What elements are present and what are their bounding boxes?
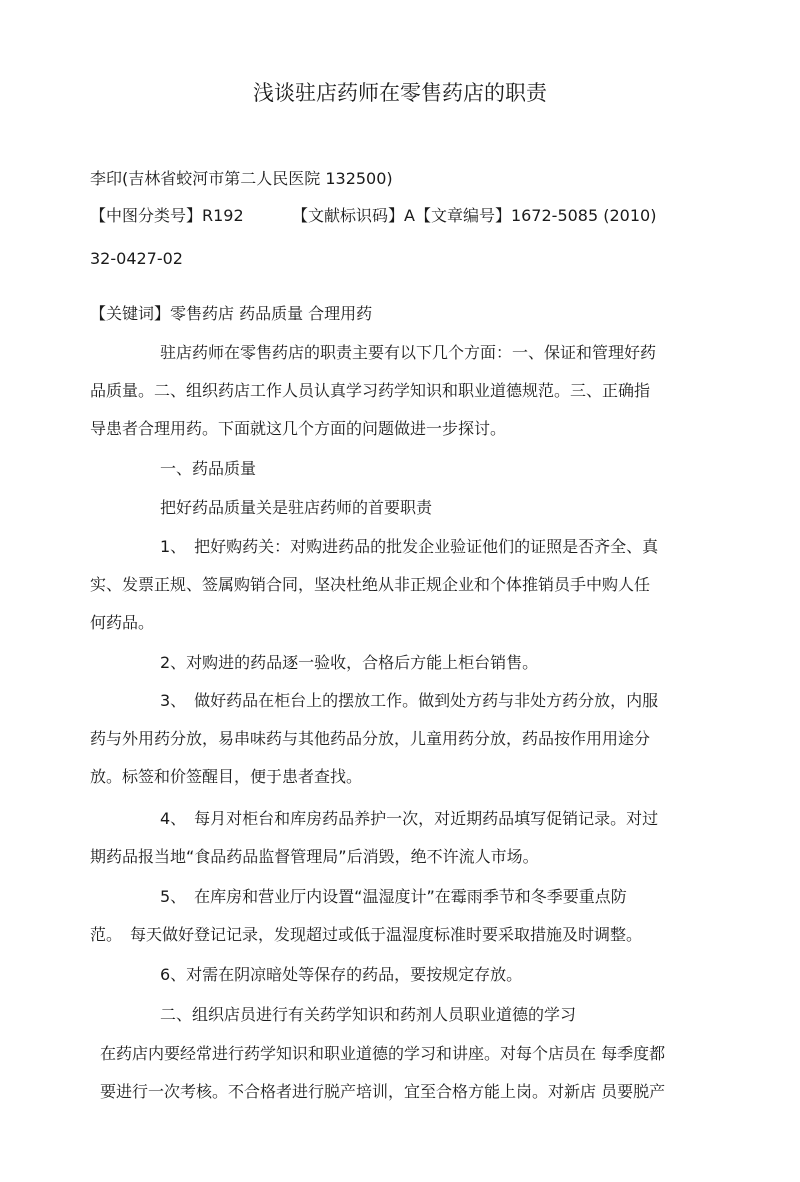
list-item-line: 范。 每天做好登记记录，发现超过或低于温湿度标准时要采取措施及时调整。 (90, 925, 643, 944)
document-code: 【文献标识码】A【文章编号】1672-5085 (2010) (292, 206, 657, 225)
list-item-line: 实、发票正规、签属购销合同，坚决杜绝从非正规企业和个体推销员手中购人任 (90, 575, 651, 594)
section-heading: 二、组织店员进行有关药学知识和药剂人员职业道德的学习 (160, 1005, 577, 1024)
list-item-line: 1、 把好购药关：对购进药品的批发企业验证他们的证照是否齐全、真 (160, 537, 659, 556)
keywords: 【关键词】零售药店 药品质量 合理用药 (90, 304, 373, 323)
author-line: 李印(吉林省蛟河市第二人民医院 132500) (90, 169, 393, 188)
clc-number: 【中图分类号】R192 (90, 206, 244, 225)
list-item-line: 2、对购进的药品逐一验收，合格后方能上柜台销售。 (160, 653, 539, 672)
list-item-line: 何药品。 (90, 613, 155, 632)
intro-line: 品质量。二、组织药店工作人员认真学习药学知识和职业道德规范。三、正确指 (90, 381, 651, 400)
intro-line: 导患者合理用药。下面就这几个方面的问题做进一步探讨。 (90, 419, 507, 438)
section-heading: 一、药品质量 (160, 459, 257, 478)
list-item-line: 4、 每月对柜台和库房药品养护一次，对近期药品填写促销记录。对过 (160, 809, 659, 828)
body-line: 在药店内要经常进行药学知识和职业道德的学习和讲座。对每个店员在 每季度都 (100, 1044, 666, 1063)
list-item-line: 期药品报当地“食品药品监督管理局”后消毁，绝不许流人市场。 (90, 847, 539, 866)
body-line: 要进行一次考核。不合格者进行脱产培训，宜至合格方能上岗。对新店 员要脱产 (100, 1082, 666, 1101)
document-title: 浅谈驻店药师在零售药店的职责 (253, 81, 547, 105)
section-subheading: 把好药品质量关是驻店药师的首要职责 (160, 498, 433, 517)
issue-number: 32-0427-02 (90, 249, 183, 268)
list-item-line: 药与外用药分放，易串味药与其他药品分放，儿童用药分放，药品按作用用途分 (90, 729, 651, 748)
intro-line: 驻店药师在零售药店的职责主要有以下几个方面：一、保证和管理好药 (160, 343, 657, 362)
list-item-line: 6、对需在阴凉暗处等保存的药品，要按规定存放。 (160, 965, 523, 984)
list-item-line: 5、 在库房和营业厅内设置“温湿度计”在霉雨季节和冬季要重点防 (160, 887, 627, 906)
list-item-line: 3、 做好药品在柜台上的摆放工作。做到处方药与非处方药分放，内服 (160, 691, 659, 710)
list-item-line: 放。标签和价签醒目，便于患者查找。 (90, 767, 363, 786)
